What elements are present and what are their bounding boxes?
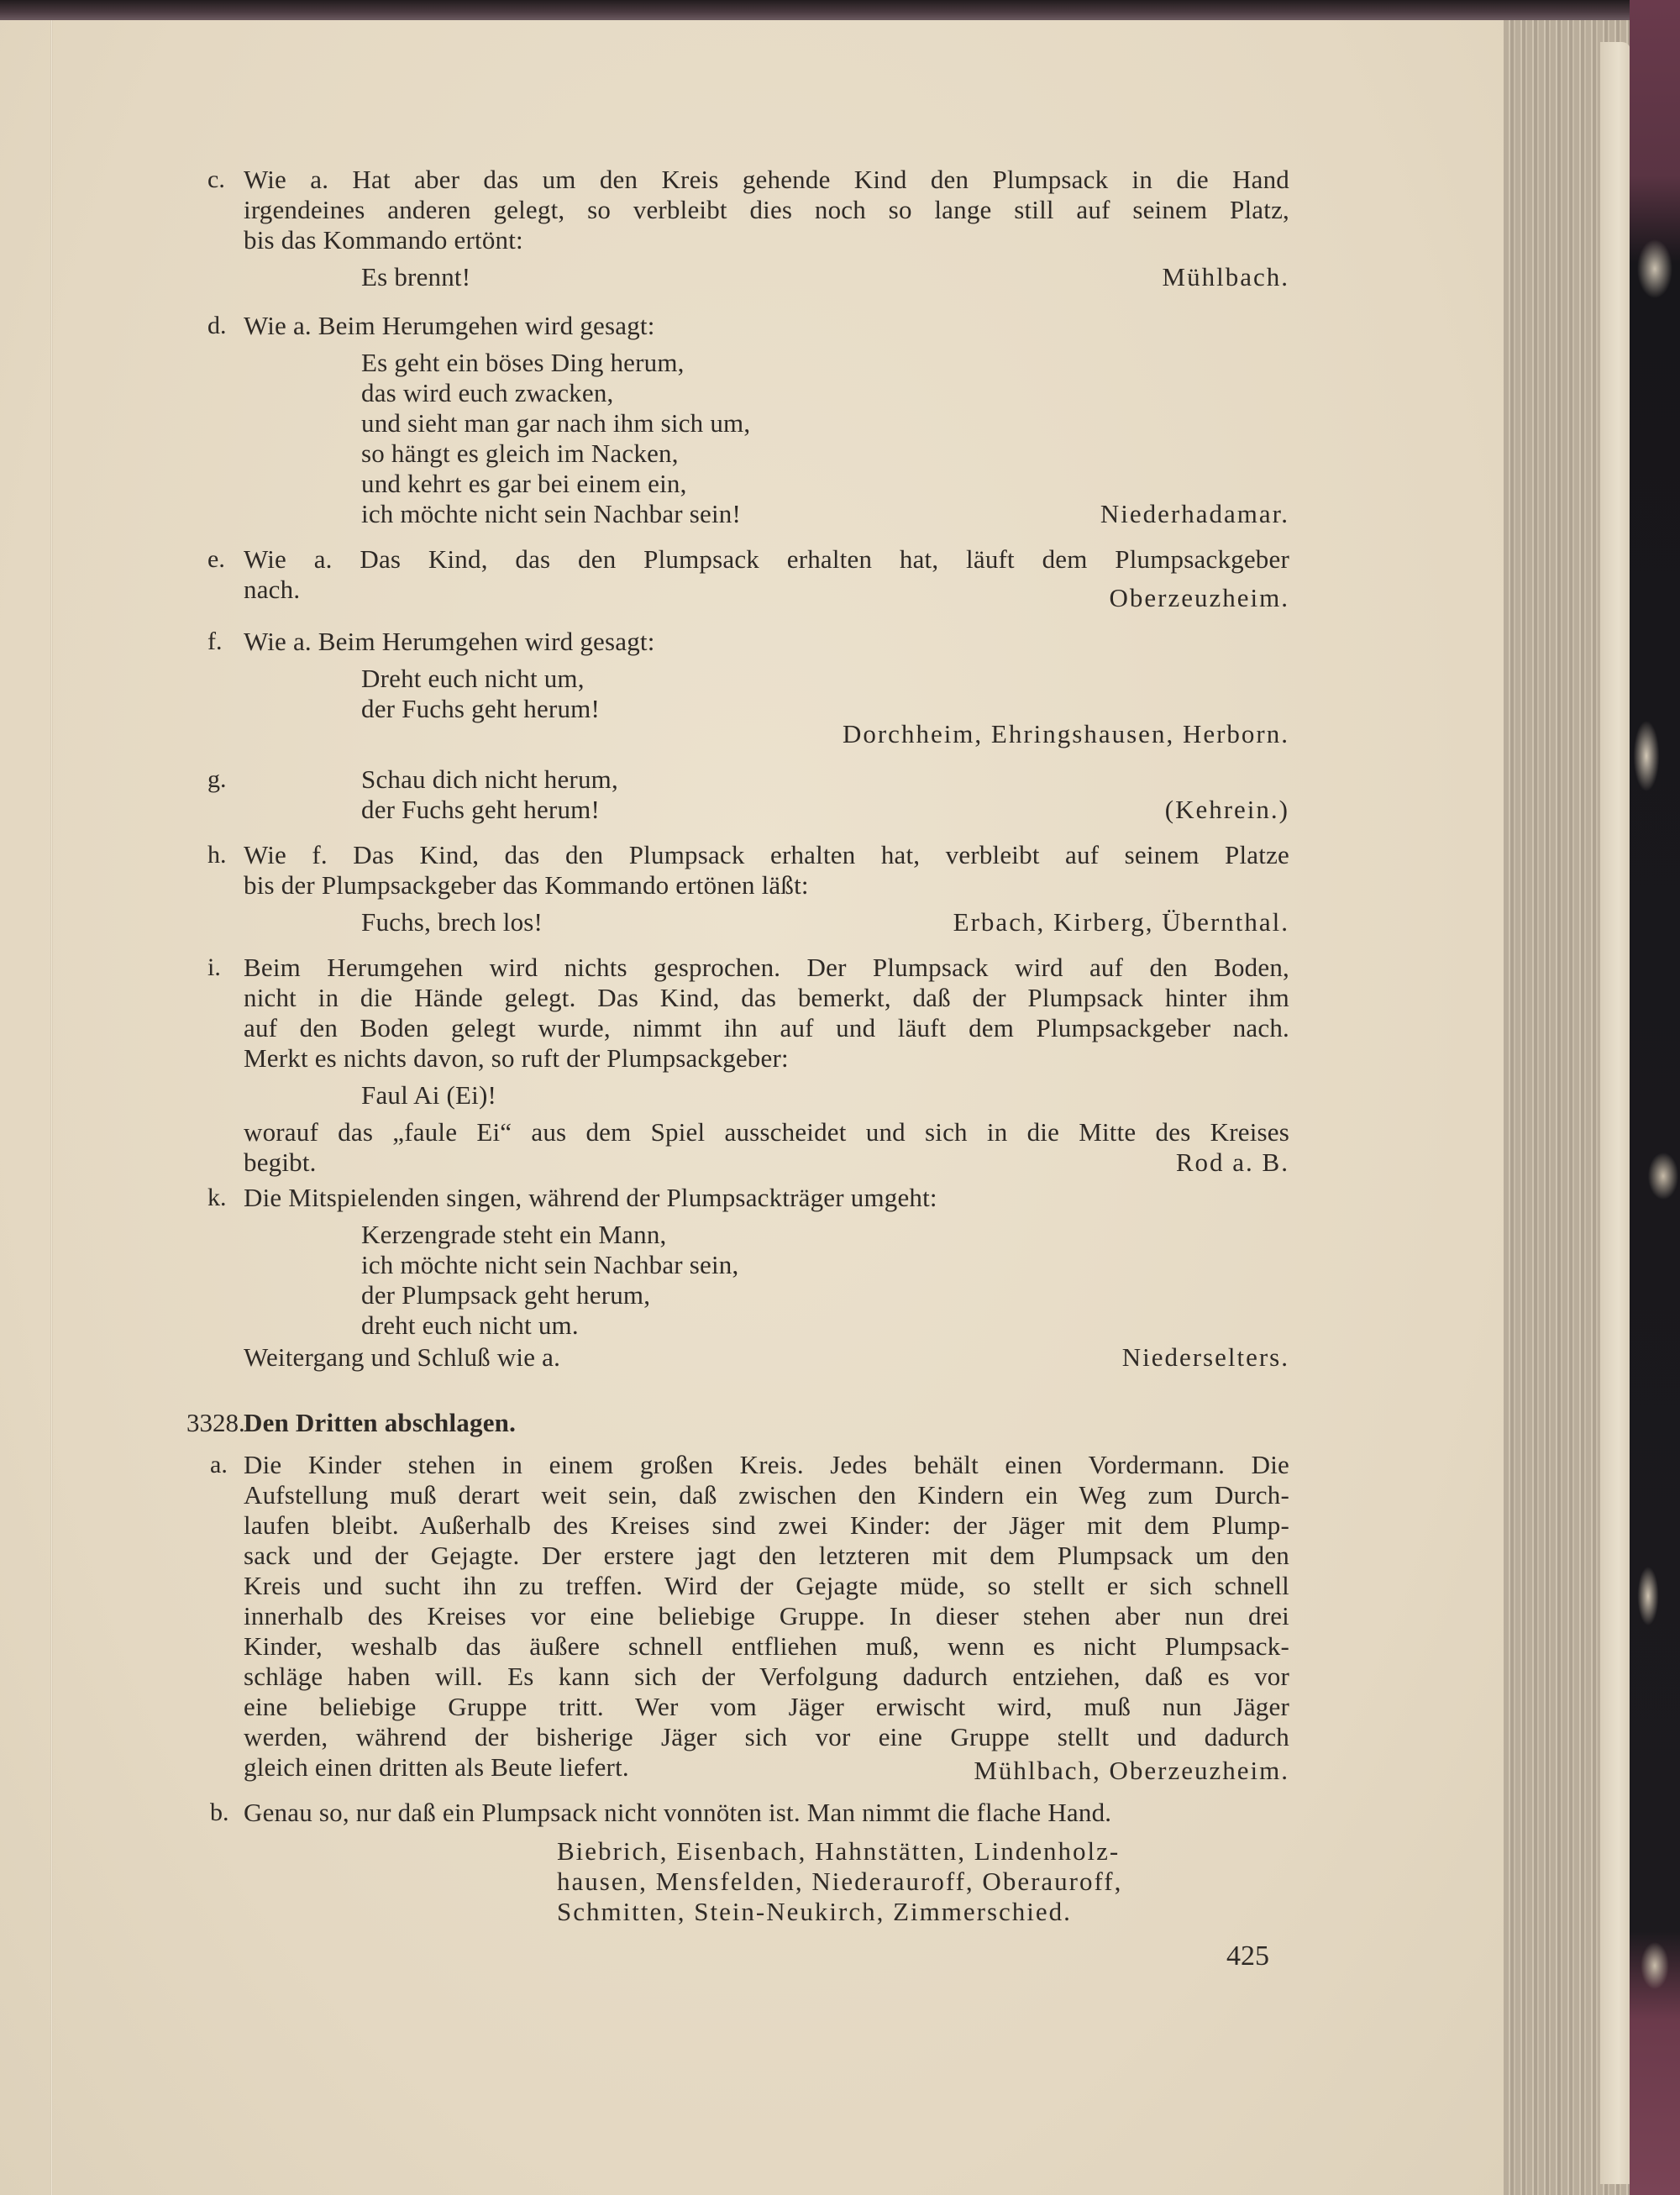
- paragraph-line: Merkt es nichts davon, so ruft der Plumpsackgeber:: [244, 1043, 789, 1073]
- place-name: Erbach, Kirberg, Übernthal.: [953, 907, 1289, 937]
- place-name: Rod a. B.: [1175, 1147, 1289, 1177]
- paragraph-line: Beim Herumgehen wird nichts gesprochen. Der Plumpsack wird auf den Boden,: [244, 953, 1289, 982]
- item-label: e.: [207, 545, 225, 573]
- verse-line: Fuchs, brech los!: [361, 907, 543, 937]
- verse-line: ich möchte nicht sein Nachbar sein!: [361, 499, 742, 528]
- book-cover-right: [1630, 0, 1680, 2195]
- paragraph-line: Aufstellung muß derart weit sein, daß zwischen den Kindern ein Weg zum Durch-: [244, 1480, 1289, 1510]
- paragraph-line: innerhalb des Kreises vor eine beliebige Gruppe. In dieser stehen aber nun drei: [244, 1601, 1289, 1630]
- item-label: h.: [207, 841, 227, 869]
- verse-line: Es brennt!: [361, 262, 471, 291]
- page-edge-front: [1600, 42, 1630, 2184]
- verse-line: ich möchte nicht sein Nachbar sein,: [361, 1250, 739, 1279]
- verse-line: Dreht euch nicht um,: [361, 664, 585, 693]
- paragraph-line: bis der Plumpsackgeber das Kommando ertönen läßt:: [244, 870, 809, 900]
- place-name: (Kehrein.): [1164, 795, 1289, 824]
- verse-line: Kerzengrade steht ein Mann,: [361, 1220, 667, 1249]
- paragraph-line: begibt.: [244, 1147, 317, 1177]
- paragraph-line: Die Mitspielenden singen, während der Plumpsackträger umgeht:: [244, 1183, 937, 1212]
- place-name: Niederselters.: [1121, 1342, 1289, 1372]
- game-title: Den Dritten abschlagen.: [244, 1408, 517, 1437]
- book-cover-top: [0, 0, 1680, 20]
- paragraph-line: sack und der Gejagte. Der erstere jagt den letzteren mit dem Plumpsack um den: [244, 1541, 1289, 1570]
- paragraph-line: nicht in die Hände gelegt. Das Kind, das bemerkt, daß der Plumpsack hinter ihm: [244, 983, 1289, 1012]
- paragraph-line: Kinder, weshalb das äußere schnell entfliehen muß, wenn es nicht Plumpsack-: [244, 1631, 1289, 1661]
- verse-line: das wird euch zwacken,: [361, 378, 614, 407]
- page-number: 425: [1226, 1940, 1269, 1972]
- place-list-line: Biebrich, Eisenbach, Hahnstätten, Lindenholz-: [557, 1836, 1121, 1866]
- verse-line: so hängt es gleich im Nacken,: [361, 438, 679, 468]
- paragraph-line: Wie a. Hat aber das um den Kreis gehende Kind den Plumpsack in die Hand: [244, 165, 1289, 194]
- verse-line: der Plumpsack geht herum,: [361, 1280, 651, 1310]
- paragraph-line: irgendeines anderen gelegt, so verbleibt dies noch so lange still auf seinem Platz,: [244, 195, 1289, 224]
- paragraph-line: bis das Kommando ertönt:: [244, 225, 523, 255]
- place-name: Mühlbach.: [1162, 262, 1289, 291]
- paragraph-line: auf den Boden gelegt wurde, nimmt ihn auf und läuft dem Plumpsackgeber nach.: [244, 1013, 1289, 1042]
- paragraph-line: Genau so, nur daß ein Plumpsack nicht vonnöten ist. Man nimmt die flache Hand.: [244, 1798, 1112, 1827]
- place-list-line: hausen, Mensfelden, Niederauroff, Oberauroff,: [557, 1867, 1123, 1896]
- paragraph-line: Wie a. Beim Herumgehen wird gesagt:: [244, 627, 655, 656]
- paragraph-line: Kreis und sucht ihn zu treffen. Wird der Gejagte müde, so stellt er sich schnell: [244, 1571, 1289, 1600]
- place-list-line: Schmitten, Stein-Neukirch, Zimmerschied.: [557, 1897, 1072, 1926]
- paragraph-line: laufen bleibt. Außerhalb des Kreises sind zwei Kinder: der Jäger mit dem Plump-: [244, 1510, 1289, 1540]
- item-label: b.: [210, 1799, 229, 1826]
- paragraph-line: gleich einen dritten als Beute liefert.: [244, 1752, 629, 1782]
- place-name: Niederhadamar.: [1100, 499, 1289, 528]
- verse-line: und kehrt es gar bei einem ein,: [361, 469, 687, 498]
- paragraph-line: Die Kinder stehen in einem großen Kreis. Jedes behält einen Vordermann. Die: [244, 1450, 1289, 1479]
- verse-line: Faul Ai (Ei)!: [361, 1080, 497, 1110]
- paragraph-line: Wie f. Das Kind, das den Plumpsack erhalten hat, verbleibt auf seinem Platze: [244, 840, 1289, 869]
- paragraph-line: nach.: [244, 575, 301, 604]
- item-label: g.: [207, 765, 227, 793]
- paragraph-line: werden, während der bisherige Jäger sich vor eine Gruppe stellt und dadurch: [244, 1722, 1289, 1751]
- place-name: Oberzeuzheim.: [1109, 583, 1289, 612]
- place-name: Mühlbach, Oberzeuzheim.: [974, 1756, 1289, 1785]
- verse-line: der Fuchs geht herum!: [361, 694, 600, 723]
- verse-line: Schau dich nicht herum,: [361, 764, 618, 794]
- paragraph-line: schläge haben will. Es kann sich der Verfolgung dadurch entziehen, daß es vor: [244, 1662, 1289, 1691]
- item-label: d.: [207, 312, 227, 339]
- paragraph-line: Weitergang und Schluß wie a.: [244, 1342, 561, 1372]
- item-label: a.: [210, 1451, 228, 1478]
- paragraph-line: Wie a. Beim Herumgehen wird gesagt:: [244, 311, 655, 340]
- place-name: Dorchheim, Ehringshausen, Herborn.: [842, 719, 1289, 748]
- paragraph-line: worauf das „faule Ei“ aus dem Spiel ausscheidet und sich in die Mitte des Kreises: [244, 1117, 1289, 1147]
- game-number: 3328.: [186, 1408, 245, 1437]
- paragraph-line: Wie a. Das Kind, das den Plumpsack erhalten hat, läuft dem Plumpsackgeber: [244, 544, 1289, 574]
- gutter-fold: [50, 20, 53, 2195]
- item-label: c.: [207, 165, 225, 193]
- item-label: i.: [207, 953, 221, 981]
- item-label: k.: [207, 1184, 227, 1211]
- verse-line: und sieht man gar nach ihm sich um,: [361, 408, 751, 438]
- verse-line: Es geht ein böses Ding herum,: [361, 348, 685, 377]
- verse-line: der Fuchs geht herum!: [361, 795, 600, 824]
- paragraph-line: eine beliebige Gruppe tritt. Wer vom Jäger erwischt wird, muß nun Jäger: [244, 1692, 1289, 1721]
- verse-line: dreht euch nicht um.: [361, 1310, 579, 1340]
- item-label: f.: [207, 628, 223, 655]
